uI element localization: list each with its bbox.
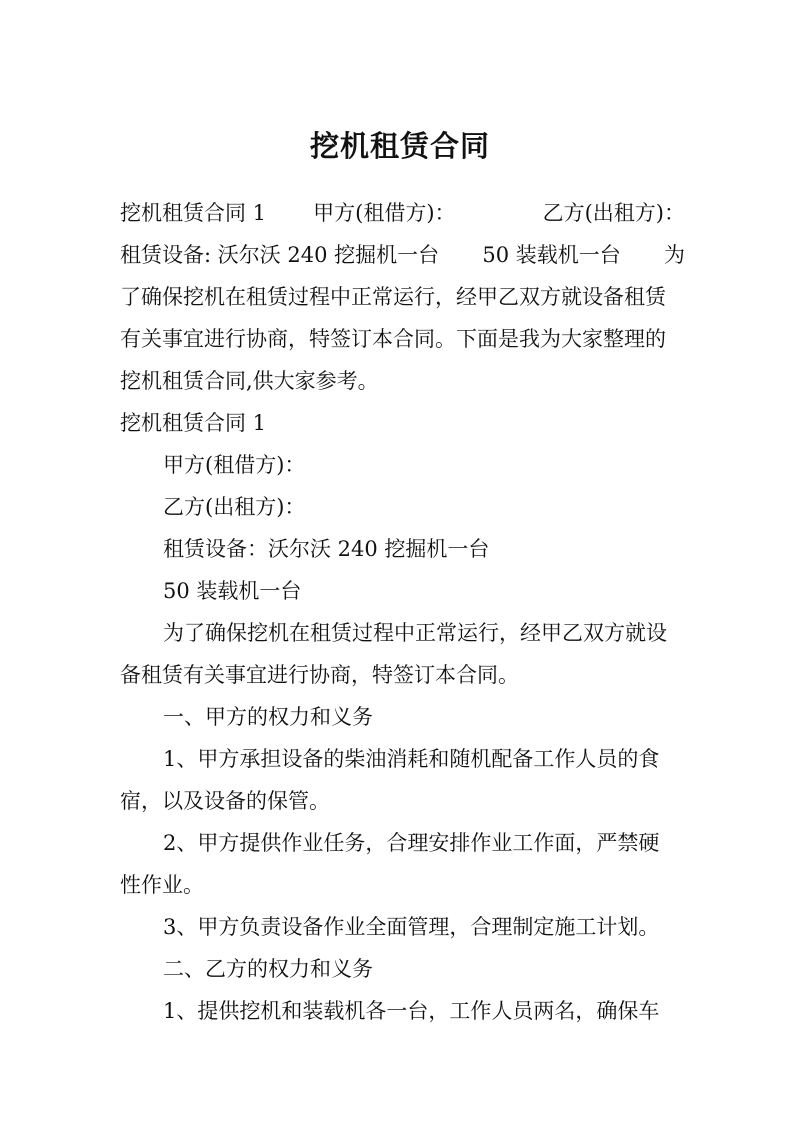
section-2-heading: 二、乙方的权力和义务 [163, 957, 373, 981]
section-1-item-2-line-2: 性作业。 [120, 873, 204, 897]
intro-line-2-loader: 50 装载机一台 [482, 243, 621, 267]
contract-heading: 挖机租赁合同 1 [120, 411, 267, 435]
intro-line-2-tail: 为 [664, 243, 685, 267]
section-1-item-2-line-1: 2、甲方提供作业任务，合理安排作业工作面，严禁硬 [163, 831, 660, 855]
document-title: 挖机租赁合同 [309, 129, 490, 163]
purpose-line-1: 为了确保挖机在租赁过程中正常运行，经甲乙双方就设 [163, 621, 667, 645]
intro-line-5: 挖机租赁合同,供大家参考。 [120, 369, 379, 393]
intro-line-3: 了确保挖机在租赁过程中正常运行，经甲乙双方就设备租赁 [120, 285, 666, 309]
section-1-heading: 一、甲方的权力和义务 [163, 705, 373, 729]
section-1-item-1-line-1: 1、甲方承担设备的柴油消耗和随机配备工作人员的食 [163, 747, 660, 771]
section-1-item-3: 3、甲方负责设备作业全面管理，合理制定施工计划。 [163, 915, 660, 939]
section-1-item-1-line-2: 宿，以及设备的保管。 [120, 789, 330, 813]
section-2-item-1-line-1: 1、提供挖机和装载机各一台，工作人员两名，确保车 [163, 999, 660, 1023]
intro-line-1-party-a: 甲方(租借方)： [313, 201, 456, 225]
intro-line-1-contract-ref: 挖机租赁合同 1 [120, 201, 267, 225]
party-b-label: 乙方(出租方)： [163, 495, 306, 519]
intro-line-2-equipment: 租赁设备: 沃尔沃 240 挖掘机一台 [120, 243, 440, 267]
intro-line-1-party-b: 乙方(出租方)： [542, 201, 685, 225]
equipment-line-2: 50 装载机一台 [163, 579, 302, 603]
purpose-line-2: 备租赁有关事宜进行协商，特签订本合同。 [120, 663, 519, 687]
intro-line-2 [120, 240, 685, 270]
intro-line-4: 有关事宜进行协商，特签订本合同。下面是我为大家整理的 [120, 327, 666, 351]
party-a-label: 甲方(租借方)： [163, 453, 306, 477]
intro-line-1 [120, 198, 685, 228]
equipment-line-1: 租赁设备：沃尔沃 240 挖掘机一台 [163, 537, 490, 561]
